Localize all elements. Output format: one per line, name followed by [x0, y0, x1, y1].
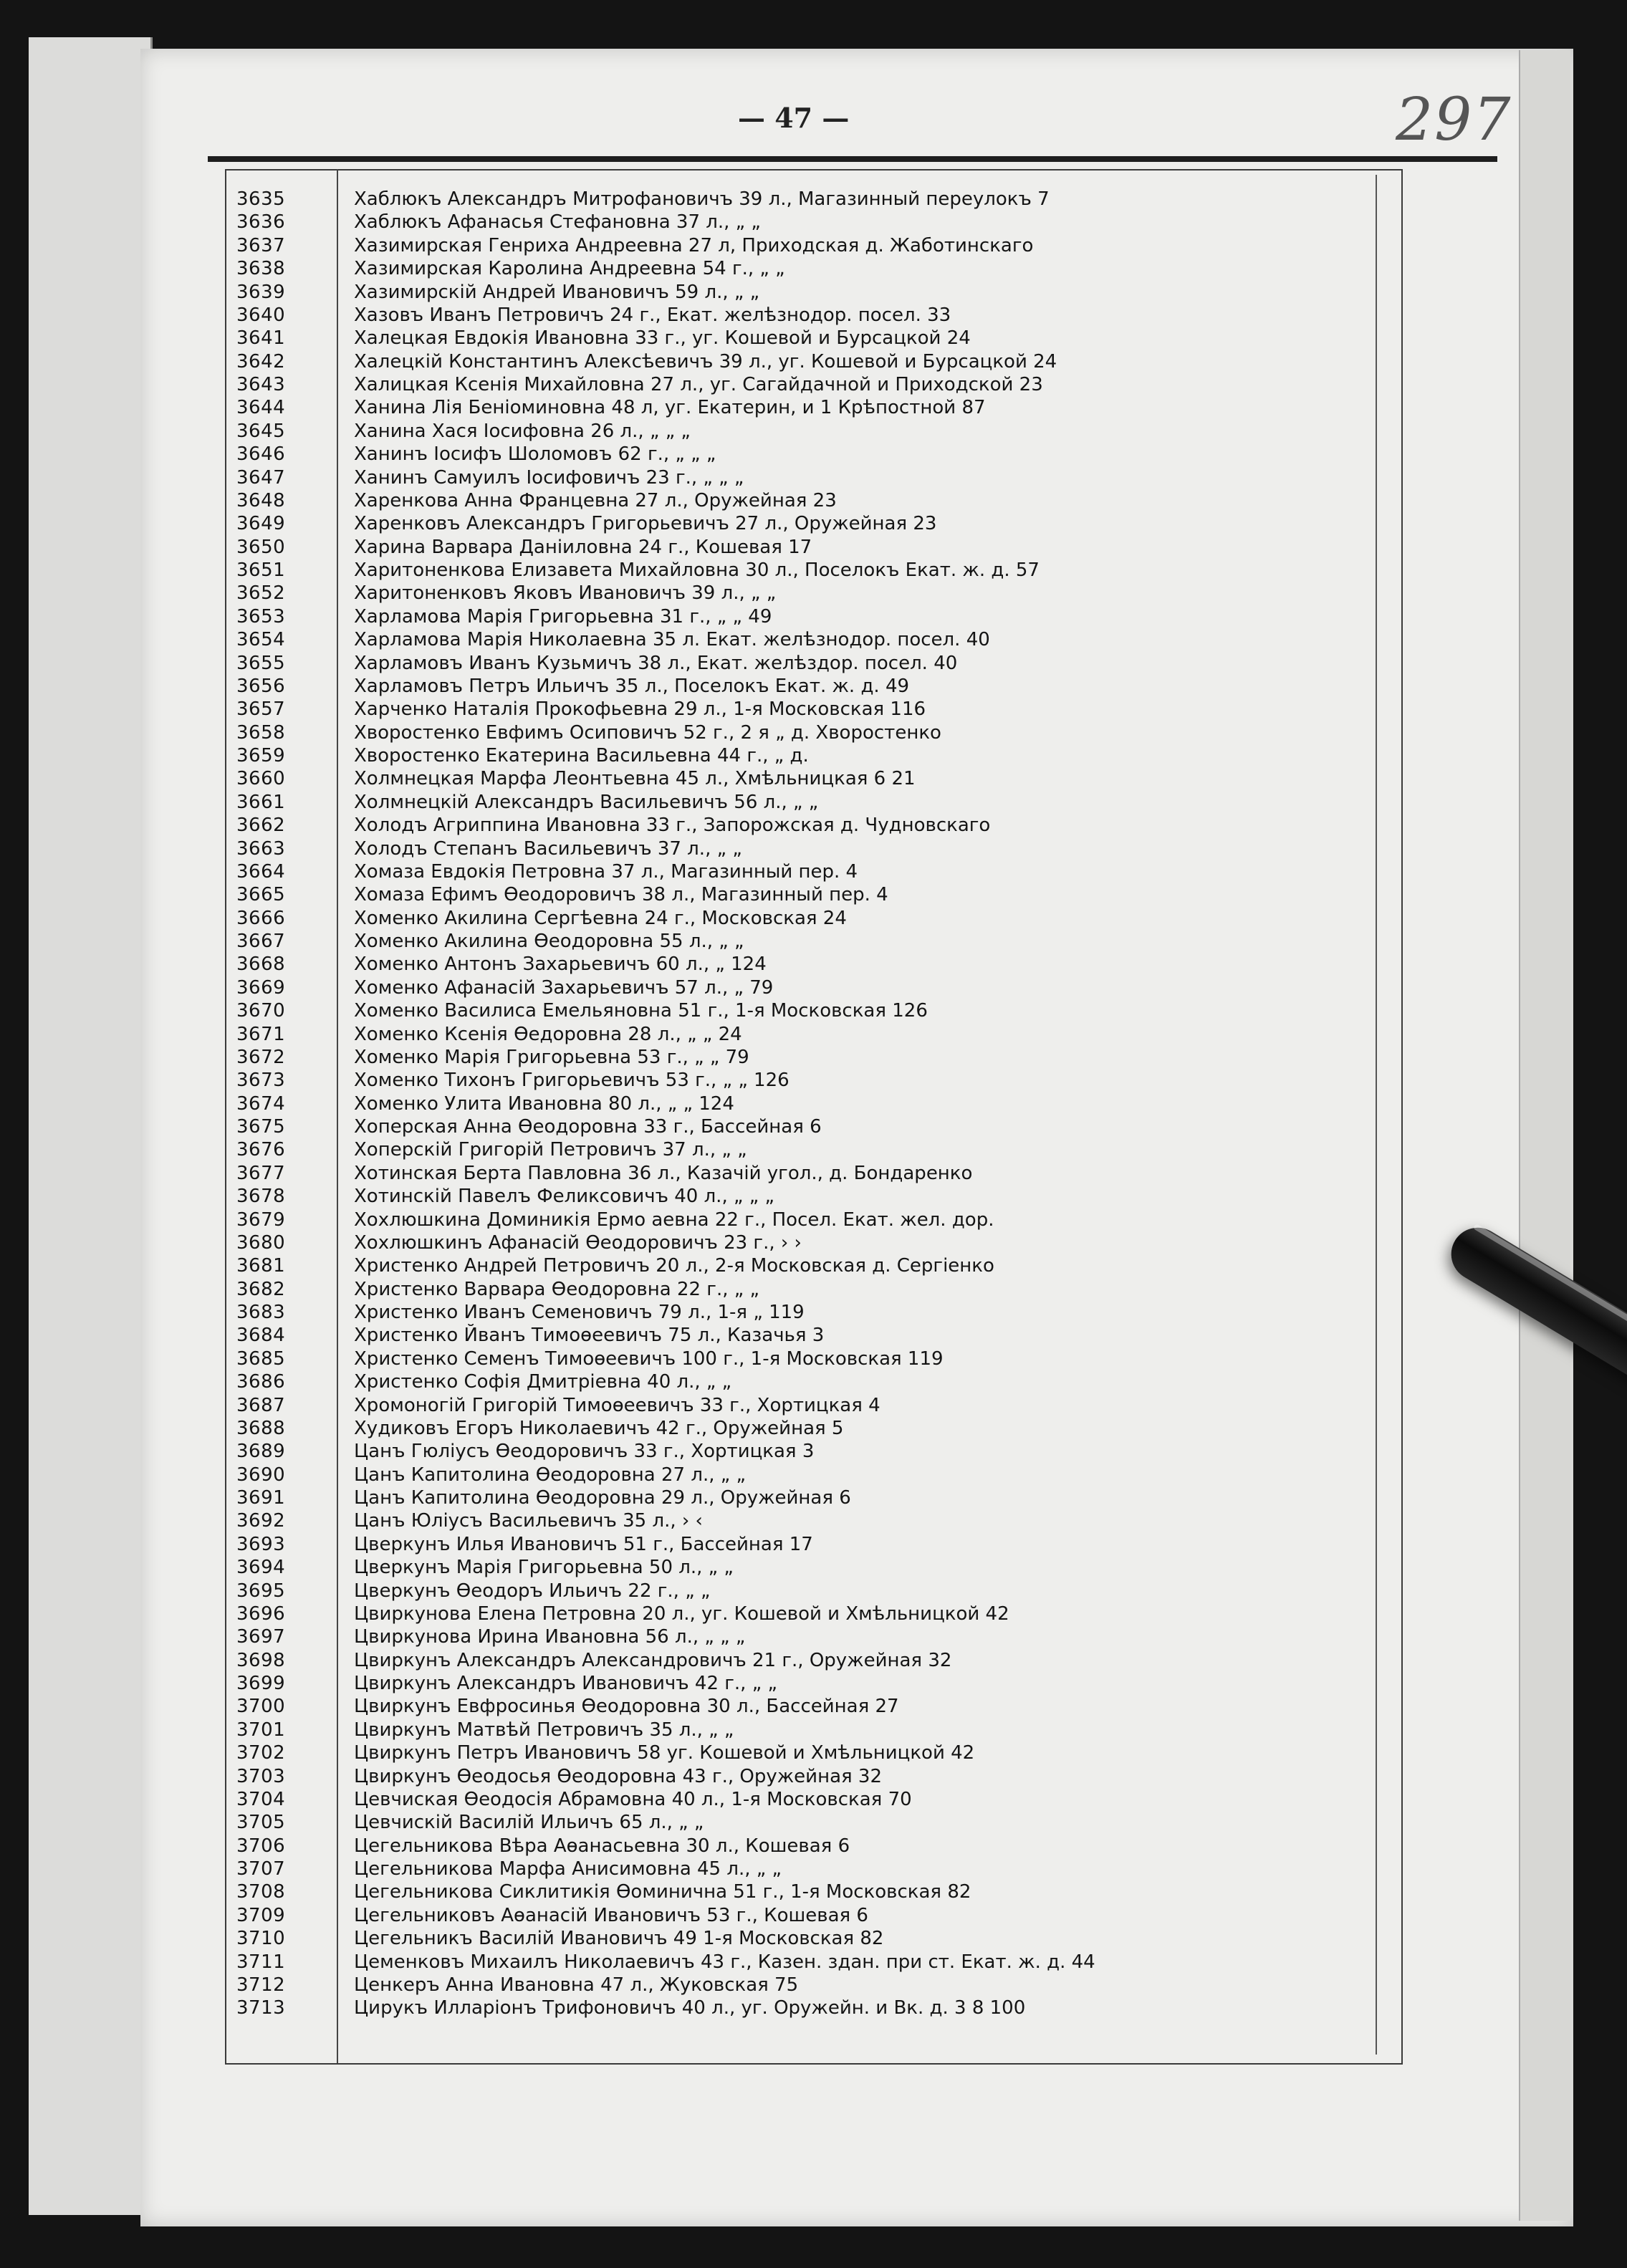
list-item [236, 350, 1376, 373]
entry-text: Цвиркунъ Евфросинья Өеодоровна 30 л., Бассейная 27 [354, 1696, 899, 1718]
entry-number: 3701 [236, 1719, 286, 1741]
entry-text: Цирукъ Илларіонъ Трифоновичъ 40 л., уг. Оружейн. и Вк. д. 3 8 100 [354, 1997, 1026, 2019]
entry-text: Харламова Марія Николаевна 35 л. Екат. желѣзнодор. посел. 40 [354, 629, 990, 651]
entry-number: 3712 [236, 1974, 286, 1996]
entry-number: 3649 [236, 513, 286, 535]
header-rule [208, 156, 1497, 162]
entry-text: Хоменко Тихонъ Григорьевичъ 53 г., „ „ 126 [354, 1070, 789, 1092]
entry-text: Харитоненковъ Яковъ Ивановичъ 39 л., „ „ [354, 582, 777, 605]
entry-text: Харина Варвара Даніиловна 24 г., Кошевая 17 [354, 536, 812, 558]
list-item [236, 1533, 1376, 1556]
entry-number: 3656 [236, 675, 286, 697]
list-item [236, 1394, 1376, 1417]
entry-number: 3694 [236, 1557, 286, 1579]
page-edge-strip [1519, 50, 1570, 2221]
entry-number: 3655 [236, 652, 286, 674]
entry-text: Цвиркунова Ирина Ивановна 56 л., „ „ „ [354, 1626, 746, 1648]
entry-number: 3670 [236, 1000, 286, 1022]
entry-text: Хазимирская Генриха Андреевна 27 л, Приходская д. Жаботинскаго [354, 234, 1034, 256]
list-item [236, 1370, 1376, 1393]
list-item [236, 1509, 1376, 1532]
list-item [236, 1765, 1376, 1788]
entry-number: 3641 [236, 327, 286, 350]
entry-number: 3689 [236, 1441, 286, 1463]
entry-text: Христенко Йванъ Тимоѳеевичъ 75 л., Казачья 3 [354, 1325, 825, 1347]
entry-text: Хаблюкъ Афанасья Стефановна 37 л., „ „ [354, 211, 761, 234]
list-item [236, 1162, 1376, 1185]
list-item [236, 883, 1376, 906]
list-item [236, 1927, 1376, 1950]
entry-number: 3680 [236, 1231, 286, 1254]
list-item [236, 1603, 1376, 1625]
entry-text: Хромоногій Григорій Тимоѳеевичъ 33 г., Хортицкая 4 [354, 1394, 880, 1416]
entry-number: 3697 [236, 1626, 286, 1648]
entry-text: Цверкунъ Илья Ивановичъ 51 г., Бассейная 17 [354, 1533, 813, 1555]
list-item [236, 1231, 1376, 1254]
list-item [236, 1301, 1376, 1324]
list-item [236, 837, 1376, 860]
list-item [236, 698, 1376, 721]
list-item [236, 1417, 1376, 1440]
list-item [236, 976, 1376, 999]
entry-number: 3696 [236, 1603, 286, 1625]
entry-text: Цеменковъ Михаилъ Николаевичъ 43 г., Казен. здан. при ст. Екат. ж. д. 44 [354, 1951, 1095, 1973]
list-item [236, 652, 1376, 675]
entry-text: Цанъ Капитолина Өеодоровна 27 л., „ „ [354, 1464, 746, 1486]
entry-number: 3666 [236, 907, 286, 929]
list-item [236, 767, 1376, 790]
entry-number: 3643 [236, 374, 286, 395]
entry-text: Хотинская Берта Павловна 36 л., Казачій угол., д. Бондаренко [354, 1162, 973, 1184]
list-item [236, 721, 1376, 744]
entry-text: Хоменко Василиса Емельяновна 51 г., 1-я Московская 126 [354, 1000, 928, 1022]
list-item [236, 1069, 1376, 1092]
entry-number: 3677 [236, 1162, 286, 1184]
entry-number: 3707 [236, 1858, 286, 1880]
entry-number: 3648 [236, 489, 286, 511]
entry-text: Ханинъ Самуилъ Іосифовичъ 23 г., „ „ „ [354, 466, 744, 489]
entry-number: 3667 [236, 931, 286, 952]
entry-text: Ханина Лія Беніоминовна 48 л, уг. Екатерин, и 1 Крѣпостной 87 [354, 397, 986, 419]
entry-number: 3704 [236, 1788, 286, 1810]
entry-number: 3687 [236, 1394, 286, 1416]
entry-number: 3713 [236, 1997, 286, 2019]
list-item [236, 605, 1376, 628]
entry-number: 3681 [236, 1255, 286, 1277]
list-item [236, 791, 1376, 814]
entry-text: Хотинскій Павелъ Феликсовичъ 40 л., „ „ „ [354, 1186, 774, 1208]
entry-number: 3658 [236, 721, 286, 744]
entry-number: 3700 [236, 1696, 286, 1718]
list-item [236, 1092, 1376, 1115]
entry-text: Хоменко Афанасій Захарьевичъ 57 л., „ 79 [354, 976, 774, 999]
list-item [236, 1556, 1376, 1579]
entry-number: 3706 [236, 1835, 286, 1857]
entry-text: Хоменко Марія Григорьевна 53 г., „ „ 79 [354, 1046, 749, 1068]
list-item [236, 1185, 1376, 1208]
list-item [236, 1880, 1376, 1903]
list-item [236, 304, 1376, 327]
list-item [236, 1254, 1376, 1277]
entry-number: 3668 [236, 953, 286, 976]
list-item [236, 744, 1376, 767]
list-item [236, 211, 1376, 234]
list-item [236, 1858, 1376, 1880]
list-item [236, 1974, 1376, 1996]
list-item [236, 1580, 1376, 1603]
entry-number: 3679 [236, 1209, 286, 1231]
list-item [236, 907, 1376, 930]
list-item [236, 1324, 1376, 1347]
entry-number: 3676 [236, 1139, 286, 1161]
entry-number: 3685 [236, 1347, 286, 1370]
entry-text: Цверкунъ Марія Григорьевна 50 л., „ „ [354, 1557, 734, 1579]
entry-text: Цвиркунова Елена Петровна 20 л., уг. Кошевой и Хмѣльницкой 42 [354, 1603, 1009, 1625]
list-item [236, 1347, 1376, 1370]
entry-number: 3683 [236, 1302, 286, 1323]
entry-number: 3651 [236, 559, 286, 581]
entry-number: 3699 [236, 1673, 286, 1694]
entry-text: Холодъ Агриппина Ивановна 33 г., Запорожская д. Чудновскаго [354, 815, 991, 837]
entry-text: Харитоненкова Елизавета Михайловна 30 л., Поселокъ Екат. ж. д. 57 [354, 559, 1040, 581]
entry-number: 3692 [236, 1510, 286, 1532]
entry-number: 3698 [236, 1649, 286, 1671]
list-item [236, 1486, 1376, 1509]
entry-number: 3703 [236, 1765, 286, 1787]
list-item [236, 327, 1376, 350]
list-item [236, 814, 1376, 837]
entry-number: 3662 [236, 815, 286, 837]
entry-number: 3663 [236, 837, 286, 860]
entry-text: Харенкова Анна Францевна 27 л., Оружейная 23 [354, 489, 837, 511]
list-item [236, 1278, 1376, 1301]
entry-number: 3682 [236, 1278, 286, 1300]
list-item [236, 1138, 1376, 1161]
list-item [236, 1951, 1376, 1974]
entry-number: 3652 [236, 582, 286, 605]
list-item [236, 396, 1376, 419]
entry-number: 3678 [236, 1186, 286, 1208]
entry-text: Хоперская Анна Өеодоровна 33 г., Бассейная 6 [354, 1116, 822, 1138]
entry-text: Цвиркунъ Александръ Александровичъ 21 г., Оружейная 32 [354, 1649, 952, 1671]
entry-number: 3638 [236, 258, 286, 280]
entry-number: 3672 [236, 1046, 286, 1068]
entry-text: Хоменко Антонъ Захарьевичъ 60 л., „ 124 [354, 953, 767, 976]
entry-text: Харламова Марія Григорьевна 31 г., „ „ 49 [354, 605, 772, 628]
list-item [236, 953, 1376, 976]
entry-number: 3644 [236, 397, 286, 419]
entry-number: 3660 [236, 768, 286, 790]
entry-number: 3659 [236, 745, 286, 767]
entry-text: Хаблюкъ Александръ Митрофановичъ 39 л., Магазинный переулокъ 7 [354, 188, 1050, 210]
entry-text: Холодъ Степанъ Васильевичъ 37 л., „ „ [354, 837, 742, 860]
list-item [236, 281, 1376, 304]
entry-number: 3688 [236, 1417, 286, 1439]
list-item [236, 559, 1376, 582]
entry-text: Цанъ Юліусъ Васильевичъ 35 л., › ‹ [354, 1510, 703, 1532]
entry-text: Хохлюшкина Доминикія Ермо аевна 22 г., Посел. Екат. жел. дор. [354, 1209, 994, 1231]
entry-number: 3665 [236, 884, 286, 906]
entry-text: Цвиркунъ Александръ Ивановичъ 42 г., „ „ [354, 1673, 777, 1694]
entry-text: Цверкунъ Өеодоръ Ильичъ 22 г., „ „ [354, 1580, 711, 1602]
entry-text: Цанъ Капитолина Өеодоровна 29 л., Оружейная 6 [354, 1487, 851, 1509]
entry-number: 3711 [236, 1951, 286, 1973]
entry-text: Хоперскій Григорій Петровичъ 37 л., „ „ [354, 1139, 747, 1161]
entry-text: Христенко Андрей Петровичъ 20 л., 2-я Московская д. Сергіенко [354, 1255, 994, 1277]
resident-list [236, 188, 1376, 2020]
entry-text: Цвиркунъ Матвѣй Петровичъ 35 л., „ „ [354, 1719, 734, 1741]
page-number: — 47 — [738, 102, 850, 134]
entry-text: Хазимирскій Андрей Ивановичъ 59 л., „ „ [354, 281, 760, 303]
list-item [236, 1788, 1376, 1811]
entry-number: 3664 [236, 860, 286, 883]
list-item [236, 234, 1376, 257]
entry-text: Хоменко Акилина Өеодоровна 55 л., „ „ [354, 931, 744, 952]
entry-text: Христенко Семенъ Тимоѳеевичъ 100 г., 1-я Московская 119 [354, 1347, 944, 1370]
entry-text: Ханинъ Іосифъ Шоломовъ 62 г., „ „ „ [354, 443, 716, 466]
entry-text: Хохлюшкинъ Афанасій Өеодоровичъ 23 г., › › [354, 1231, 802, 1254]
entry-number: 3710 [236, 1928, 286, 1950]
list-item [236, 1996, 1376, 2019]
list-item [236, 420, 1376, 443]
entry-number: 3669 [236, 976, 286, 999]
entry-text: Холмнецкая Марфа Леонтьевна 45 л., Хмѣльницкая 6 21 [354, 768, 916, 790]
entry-text: Худиковъ Егоръ Николаевичъ 42 г., Оружейная 5 [354, 1417, 844, 1439]
entry-number: 3642 [236, 350, 286, 373]
frame-right-rule [1376, 175, 1377, 2055]
entry-number: 3635 [236, 188, 286, 210]
entry-text: Цанъ Гюліусъ Өеодоровичъ 33 г., Хортицкая 3 [354, 1441, 815, 1463]
entry-text: Христенко Софія Дмитріевна 40 л., „ „ [354, 1371, 732, 1393]
entry-text: Хомаза Евдокія Петровна 37 л., Магазинный пер. 4 [354, 860, 858, 883]
list-item [236, 1464, 1376, 1486]
entry-number: 3640 [236, 304, 286, 326]
entry-number: 3708 [236, 1881, 286, 1903]
entry-number: 3705 [236, 1812, 286, 1834]
entry-text: Цегельникъ Василій Ивановичъ 49 1-я Московская 82 [354, 1928, 884, 1950]
entry-number: 3661 [236, 791, 286, 813]
entry-number: 3650 [236, 536, 286, 558]
entry-number: 3690 [236, 1464, 286, 1486]
entry-text: Цегельникова Марфа Анисимовна 45 л., „ „ [354, 1858, 782, 1880]
entry-text: Халецкій Константинъ Алексѣевичъ 39 л., уг. Кошевой и Бурсацкой 24 [354, 350, 1057, 373]
entry-text: Хомаза Ефимъ Өеодоровичъ 38 л., Магазинный пер. 4 [354, 884, 888, 906]
handwritten-folio-number: 297 [1396, 86, 1512, 154]
entry-number: 3674 [236, 1092, 286, 1115]
entry-text: Хазимирская Каролина Андреевна 54 г., „ „ [354, 258, 785, 280]
list-item [236, 1440, 1376, 1463]
entry-text: Христенко Варвара Өеодоровна 22 г., „ „ [354, 1278, 759, 1300]
entry-number: 3646 [236, 443, 286, 466]
list-item [236, 536, 1376, 559]
entry-number: 3693 [236, 1533, 286, 1555]
list-item [236, 860, 1376, 883]
entry-number: 3691 [236, 1487, 286, 1509]
entry-text: Харламовъ Петръ Ильичъ 35 л., Поселокъ Екат. ж. д. 49 [354, 675, 910, 697]
entry-number: 3636 [236, 211, 286, 234]
list-item [236, 1649, 1376, 1672]
entry-text: Хоменко Акилина Сергѣевна 24 г., Московская 24 [354, 907, 847, 929]
list-item [236, 1741, 1376, 1764]
list-item [236, 1625, 1376, 1648]
entry-number: 3654 [236, 629, 286, 651]
list-item [236, 1023, 1376, 1046]
entry-number: 3695 [236, 1580, 286, 1602]
entry-text: Хазовъ Иванъ Петровичъ 24 г., Екат. желѣзнодор. посел. 33 [354, 304, 951, 326]
entry-number: 3709 [236, 1904, 286, 1926]
entry-number: 3686 [236, 1371, 286, 1393]
entry-number: 3702 [236, 1742, 286, 1764]
list-item [236, 1695, 1376, 1718]
entry-number: 3675 [236, 1116, 286, 1138]
list-item [236, 1835, 1376, 1858]
entry-text: Харенковъ Александръ Григорьевичъ 27 л., Оружейная 23 [354, 513, 937, 535]
list-item [236, 1209, 1376, 1231]
list-item [236, 489, 1376, 512]
list-item [236, 443, 1376, 466]
entry-text: Цвиркунъ Петръ Ивановичъ 58 уг. Кошевой и Хмѣльницкой 42 [354, 1742, 975, 1764]
list-item [236, 675, 1376, 698]
entry-number: 3684 [236, 1325, 286, 1347]
list-item [236, 1046, 1376, 1069]
entry-text: Хворостенко Екатерина Васильевна 44 г., „ д. [354, 745, 809, 767]
entry-text: Цегельниковъ Аѳанасій Ивановичъ 53 г., Кошевая 6 [354, 1904, 868, 1926]
list-item [236, 188, 1376, 211]
list-item [236, 512, 1376, 535]
entry-text: Цегельникова Сиклитикія Өоминична 51 г., 1-я Московская 82 [354, 1881, 971, 1903]
entry-text: Холмнецкій Александръ Васильевичъ 56 л., „ „ [354, 791, 819, 813]
entry-text: Халецкая Евдокія Ивановна 33 г., уг. Кошевой и Бурсацкой 24 [354, 327, 971, 350]
entry-text: Хоменко Улита Ивановна 80 л., „ „ 124 [354, 1092, 734, 1115]
entry-number: 3637 [236, 234, 286, 256]
entry-number: 3673 [236, 1070, 286, 1092]
entry-number: 3671 [236, 1023, 286, 1045]
list-item [236, 582, 1376, 605]
entry-text: Хворостенко Евфимъ Осиповичъ 52 г., 2 я „ д. Хворостенко [354, 721, 941, 744]
entry-text: Харламовъ Иванъ Кузьмичъ 38 л., Екат. желѣздор. посел. 40 [354, 652, 958, 674]
back-sheet-edge [29, 37, 153, 2215]
list-item [236, 373, 1376, 396]
list-item [236, 1904, 1376, 1927]
list-item [236, 1672, 1376, 1695]
entry-text: Христенко Иванъ Семеновичъ 79 л., 1-я „ 119 [354, 1302, 805, 1323]
list-item [236, 999, 1376, 1022]
entry-text: Цевчиская Өеодосія Абрамовна 40 л., 1-я Московская 70 [354, 1788, 912, 1810]
list-item [236, 257, 1376, 280]
entry-number: 3645 [236, 420, 286, 442]
entry-text: Халицкая Ксенія Михайловна 27 л., уг. Сагайдачной и Приходской 23 [354, 374, 1043, 395]
entry-text: Харченко Наталія Прокофьевна 29 л., 1-я Московская 116 [354, 698, 926, 721]
list-item [236, 628, 1376, 651]
entry-number: 3647 [236, 466, 286, 489]
entry-text: Хоменко Ксенія Өедоровна 28 л., „ „ 24 [354, 1023, 742, 1045]
entry-text: Цевчискій Василій Ильичъ 65 л., „ „ [354, 1812, 704, 1834]
list-item [236, 1719, 1376, 1741]
entry-number: 3657 [236, 698, 286, 721]
entry-number: 3653 [236, 605, 286, 628]
list-item [236, 930, 1376, 953]
entry-text: Ханина Хася Іосифовна 26 л., „ „ „ [354, 420, 691, 442]
list-item [236, 1811, 1376, 1834]
entry-text: Цегельникова Вѣра Аѳанасьевна 30 л., Кошевая 6 [354, 1835, 850, 1857]
list-item [236, 466, 1376, 489]
entry-text: Ценкеръ Анна Ивановна 47 л., Жуковская 75 [354, 1974, 799, 1996]
list-item [236, 1115, 1376, 1138]
entry-number: 3639 [236, 281, 286, 303]
entry-text: Цвиркунъ Өеодосья Өеодоровна 43 г., Оружейная 32 [354, 1765, 882, 1787]
